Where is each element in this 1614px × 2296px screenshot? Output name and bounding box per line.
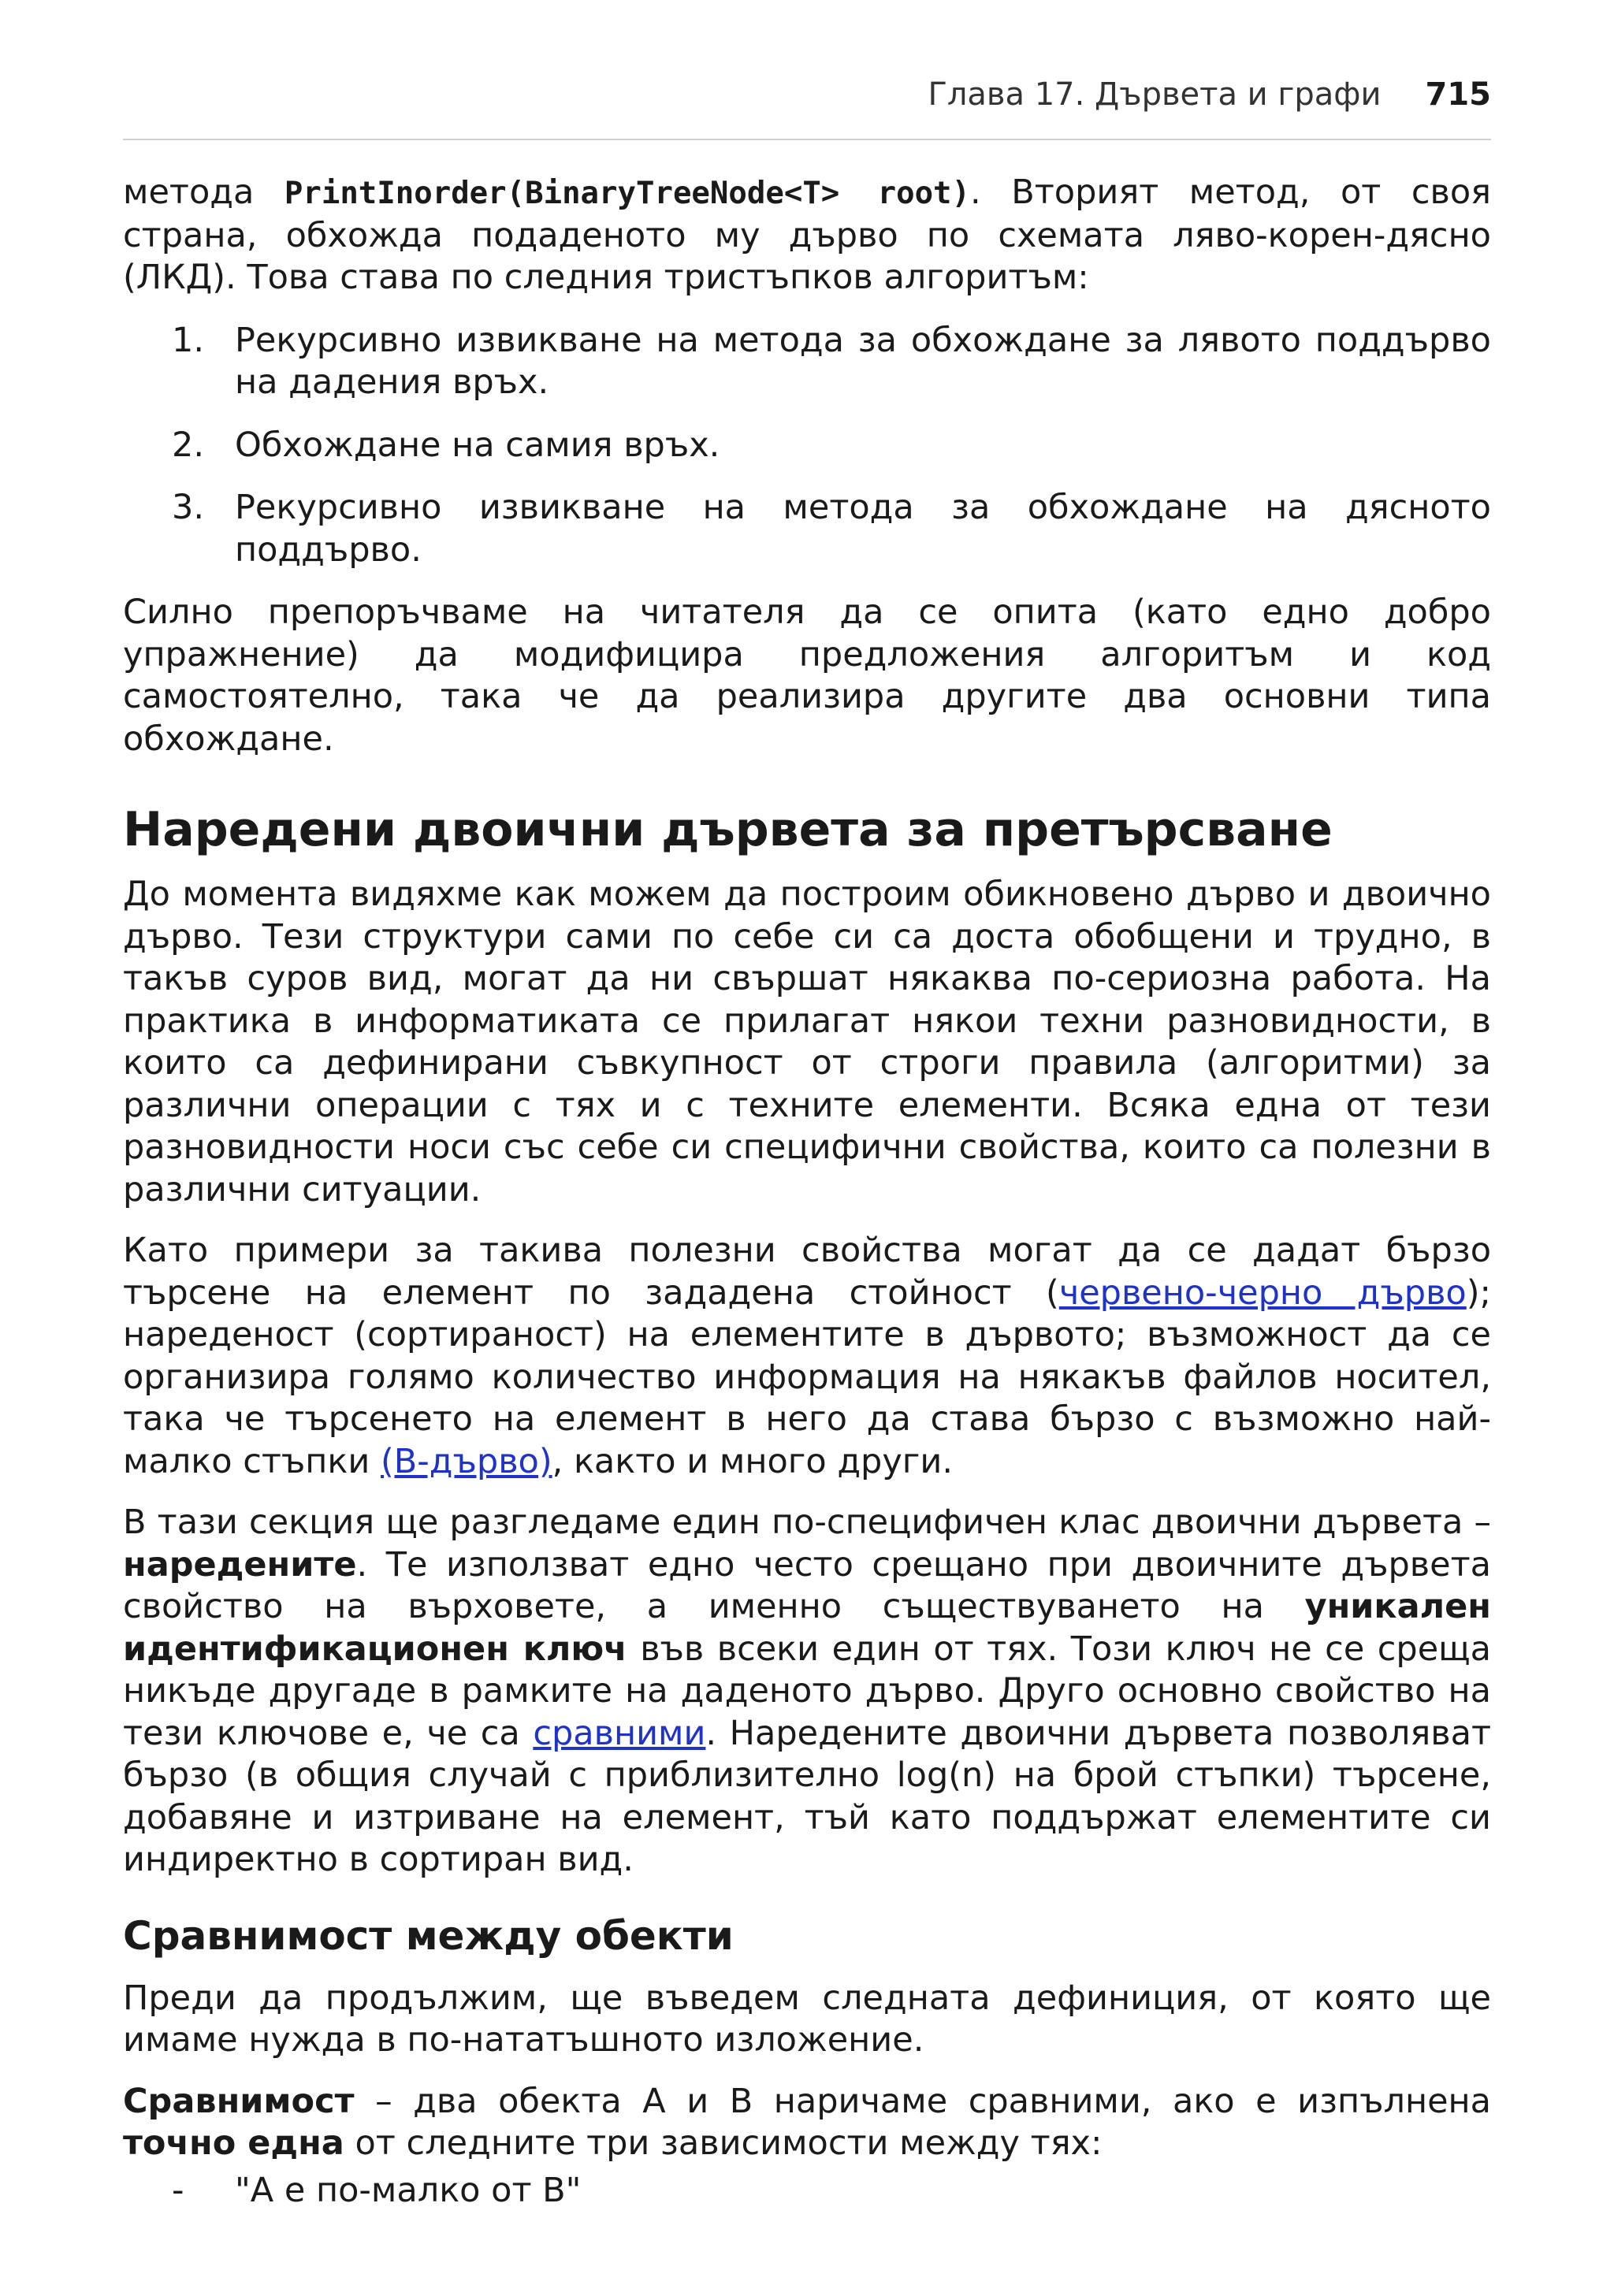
section-paragraph-2 xyxy=(123,1230,1491,1483)
subsection-heading: Сравнимост между обекти xyxy=(123,1912,734,1959)
paragraph-text: от следните три зависимости между тях: xyxy=(344,2123,1103,2163)
list-item xyxy=(123,425,1491,467)
list-item xyxy=(123,487,1491,571)
paragraph-text: В тази секция ще разгледаме един по-специфичен клас двоични дървета – xyxy=(123,1503,1491,1542)
intro-text-start: метода xyxy=(123,173,284,212)
comparable-link[interactable]: сравними xyxy=(533,1713,706,1753)
definition-paragraph xyxy=(123,2081,1491,2165)
running-header xyxy=(928,76,1491,113)
relations-list xyxy=(123,2170,1491,2212)
bold-term: Сравнимост xyxy=(123,2081,355,2121)
intro-paragraph xyxy=(123,172,1491,299)
list-item-text: Обхождане на самия връх. xyxy=(235,425,720,465)
page-number: 715 xyxy=(1425,76,1491,113)
red-black-tree-link[interactable]: червено-черно дърво xyxy=(1058,1272,1467,1313)
section-paragraph-3 xyxy=(123,1502,1491,1882)
list-marker: 2. xyxy=(172,425,205,465)
algorithm-steps-list xyxy=(123,320,1491,572)
list-item xyxy=(123,320,1491,404)
chapter-title: Глава 17. Дървета и графи xyxy=(928,76,1382,113)
paragraph-text: във всеки един от тях. Този ключ не се среща никъде другаде в рамките на даденото дърво. Друго основно свойство на тези ключове е, че са xyxy=(123,1629,1492,1753)
list-item xyxy=(123,2170,1491,2212)
subsection-paragraph: Преди да продължим, ще въведем следната дефиниция, от която ще имаме нужда в по-нататъшното изложение. xyxy=(123,1978,1491,2060)
paragraph-text: . Наредените двоични дървета позволяват бързо (в общия случай с приблизително log(n) на брой стъпки) търсене, добавяне и изтриване на елемент, тъй като поддържат елементите си индиректно в сортиран вид. xyxy=(123,1713,1492,1879)
section-paragraph-1: До момента видяхме как можем да построим обикновено дърво и двоично дърво. Тези структури сами по себе си са доста обобщени и трудно, в такъв суров вид, могат да ни свършат някаква по-сериозна работа. На практика в информатиката се прилагат някои техни разновидности, в които са дефинирани съвкупност от строги правила (алгоритми) за различни операции с тях и с техните елементи. Всяка една от тези разновидности носи със себе си специфични свойства, които са полезни в различни ситуации. xyxy=(123,875,1491,1209)
paragraph-text: – два обекта A и B наричаме сравними, ако е изпълнена xyxy=(354,2081,1491,2121)
list-marker: - xyxy=(172,2170,184,2210)
paragraph-text: ); нареденост (сортираност) на елементите в дървото; възможност да се организира голямо количество информация на някакъв файлов носител, така че търсенето на елемент в него да става бързо с възможно най-малко стъпки xyxy=(123,1272,1491,1481)
paragraph-text: Като примери за такива полезни свойства могат да се дадат бързо търсене на елемент по зададена стойност ( xyxy=(123,1231,1491,1313)
list-marker: 3. xyxy=(172,488,205,527)
page-content xyxy=(123,172,1491,2212)
bold-term: точно една xyxy=(123,2123,344,2163)
recommendation-paragraph: Силно препоръчваме на читателя да се опита (като едно добро упражнение) да модифицира предложения алгоритъм и код самостоятелно, така че да реализира другите два основни типа обхождане. xyxy=(123,593,1491,759)
section-heading: Наредени двоични дървета за претърсване xyxy=(123,802,1333,857)
list-item-text: Рекурсивно извикване на метода за обхождане на дясното поддърво. xyxy=(235,488,1491,570)
bold-term: уникален идентификационен ключ xyxy=(123,1587,1491,1669)
list-item-text: Рекурсивно извикване на метода за обхождане за лявото поддърво на дадения връх. xyxy=(235,320,1491,402)
list-marker: 1. xyxy=(172,320,205,360)
bold-term: наредените xyxy=(123,1544,357,1585)
list-item-text: "A е по-малко от B" xyxy=(235,2170,582,2210)
method-signature-code: PrintInorder(BinaryTreeNode<T> root) xyxy=(284,176,971,211)
header-divider xyxy=(123,139,1491,140)
b-tree-link[interactable]: (B-дърво) xyxy=(381,1441,552,1481)
intro-text-end: . Вторият метод, от своя страна, обхожда подаденото му дърво по схемата ляво-корен-дясно (ЛКД). Това става по следния тристъпков алгоритъм: xyxy=(123,173,1492,297)
paragraph-text: . Те използват едно често срещано при двоичните дървета свойство на върховете, а именно съществуването на xyxy=(123,1544,1491,1626)
paragraph-text: , както и много други. xyxy=(552,1441,954,1481)
